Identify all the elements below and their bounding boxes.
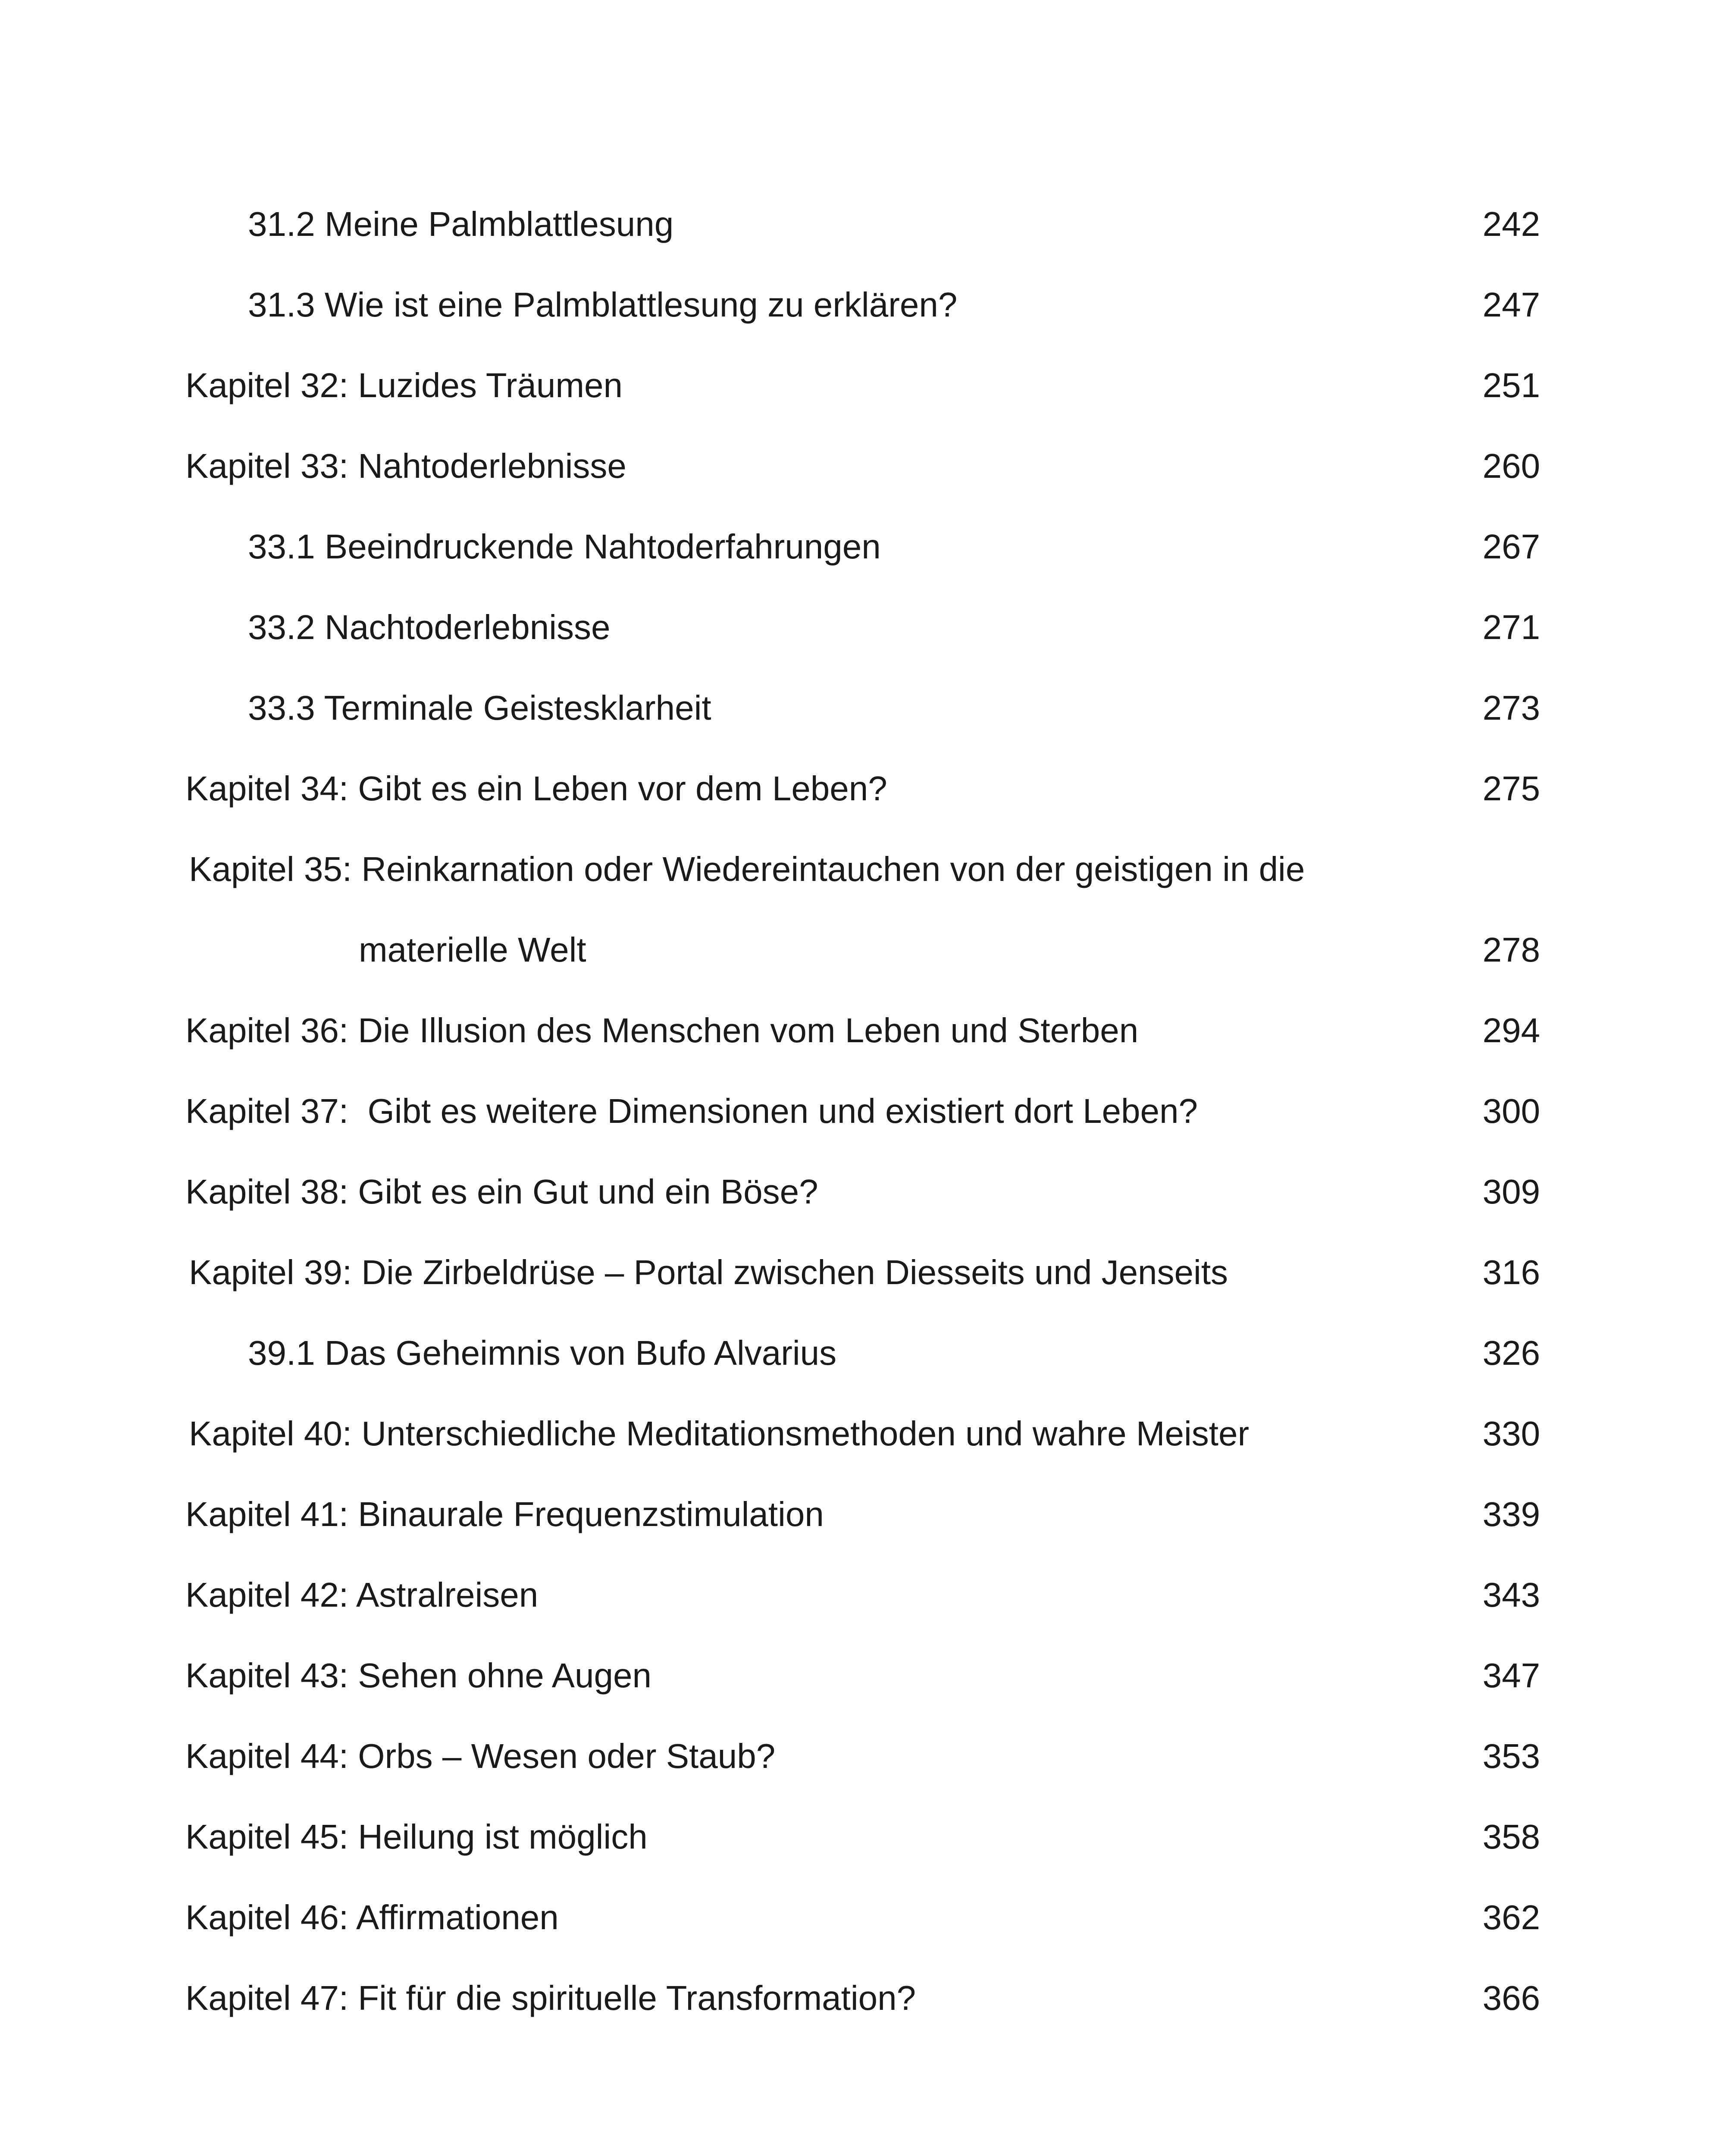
- toc-entry-page: 275: [1482, 769, 1540, 808]
- toc-entry: [0, 754, 1732, 823]
- toc-entry-page: 251: [1482, 366, 1540, 404]
- toc-entry-title: 31.2 Meine Palmblattlesung: [248, 205, 674, 243]
- toc-entry-page: 362: [1482, 1898, 1540, 1937]
- toc-entry-page: 347: [1482, 1656, 1540, 1695]
- toc-entry-page: 278: [1482, 931, 1540, 969]
- toc-entry-title: Kapitel 41: Binaurale Frequenzstimulation: [185, 1495, 824, 1533]
- toc-entry-page: 247: [1482, 285, 1540, 324]
- toc-entry-title: 33.2 Nachtoderlebnisse: [248, 608, 611, 646]
- toc-entry-page: 267: [1482, 527, 1540, 566]
- toc-entry-page: 343: [1482, 1576, 1540, 1614]
- toc-entry: [0, 915, 1732, 984]
- toc-entry: [0, 190, 1732, 259]
- toc-entry: [0, 1077, 1732, 1146]
- toc-entry-title: Kapitel 42: Astralreisen: [185, 1576, 539, 1614]
- toc-entry: [0, 996, 1732, 1065]
- toc-entry-page: 294: [1482, 1011, 1540, 1050]
- toc-entry-title: Kapitel 40: Unterschiedliche Meditationsmethoden und wahre Meister: [189, 1414, 1250, 1453]
- toc-entry-title: 33.1 Beeindruckende Nahtoderfahrungen: [248, 527, 881, 566]
- toc-entry: [0, 1238, 1732, 1307]
- toc-entry-title: 39.1 Das Geheimnis von Bufo Alvarius: [248, 1334, 837, 1372]
- toc-entry-page: 358: [1482, 1818, 1540, 1856]
- toc-entry-title: Kapitel 45: Heilung ist möglich: [185, 1818, 648, 1856]
- toc-entry-title: Kapitel 35: Reinkarnation oder Wiedereintauchen von der geistigen in die: [189, 850, 1305, 888]
- toc-entry-page: 300: [1482, 1092, 1540, 1130]
- toc-entry: [0, 1883, 1732, 1952]
- toc-entry-title: 31.3 Wie ist eine Palmblattlesung zu erklären?: [248, 285, 958, 324]
- toc-entry-title: Kapitel 44: Orbs – Wesen oder Staub?: [185, 1737, 776, 1775]
- toc-entry-title: Kapitel 38: Gibt es ein Gut und ein Böse?: [185, 1172, 818, 1211]
- toc-entry-page: 309: [1482, 1172, 1540, 1211]
- toc-entry: [0, 1480, 1732, 1549]
- toc-entry: [0, 1319, 1732, 1388]
- toc-entry-page: 353: [1482, 1737, 1540, 1775]
- toc-entry: [0, 1561, 1732, 1630]
- toc-entry-page: 260: [1482, 447, 1540, 485]
- toc-entry: [0, 1399, 1732, 1468]
- toc-entry-title: Kapitel 36: Die Illusion des Menschen vom Leben und Sterben: [185, 1011, 1139, 1050]
- toc-entry: [0, 270, 1732, 339]
- toc-entry: [0, 351, 1732, 420]
- toc-entry: [0, 432, 1732, 501]
- toc-entry: [0, 1964, 1732, 2033]
- toc-entry-page: 330: [1482, 1414, 1540, 1453]
- toc-entry: [0, 1722, 1732, 1791]
- toc-entry-title: 33.3 Terminale Geistesklarheit: [248, 689, 711, 727]
- toc-entry-title: Kapitel 32: Luzides Träumen: [185, 366, 623, 404]
- toc-entry-title: Kapitel 47: Fit für die spirituelle Transformation?: [185, 1979, 916, 2017]
- toc-entry-page: 326: [1482, 1334, 1540, 1372]
- toc-entry-page: 316: [1482, 1253, 1540, 1291]
- toc-entry-title: Kapitel 43: Sehen ohne Augen: [185, 1656, 651, 1695]
- toc-entry: [0, 674, 1732, 743]
- toc-entry: [0, 1641, 1732, 1710]
- toc-entry: [0, 835, 1732, 904]
- toc-entry-page: 339: [1482, 1495, 1540, 1533]
- toc-entry-title: materielle Welt: [359, 931, 586, 969]
- toc-entry: [0, 512, 1732, 581]
- toc-entry-title: Kapitel 34: Gibt es ein Leben vor dem Leben?: [185, 769, 887, 808]
- toc-entry: [0, 1802, 1732, 1871]
- toc-entry-page: 271: [1482, 608, 1540, 646]
- toc-entry: [0, 593, 1732, 662]
- toc-entry-title: Kapitel 39: Die Zirbeldrüse – Portal zwischen Diesseits und Jenseits: [189, 1253, 1228, 1291]
- toc-entry-title: Kapitel 37: Gibt es weitere Dimensionen und existiert dort Leben?: [185, 1092, 1198, 1130]
- toc-entry-page: 242: [1482, 205, 1540, 243]
- toc-entry-page: 273: [1482, 689, 1540, 727]
- toc-entry: [0, 1157, 1732, 1226]
- toc-entry-title: Kapitel 46: Affirmationen: [185, 1898, 559, 1937]
- toc-entry-page: 366: [1482, 1979, 1540, 2017]
- toc-entry-title: Kapitel 33: Nahtoderlebnisse: [185, 447, 626, 485]
